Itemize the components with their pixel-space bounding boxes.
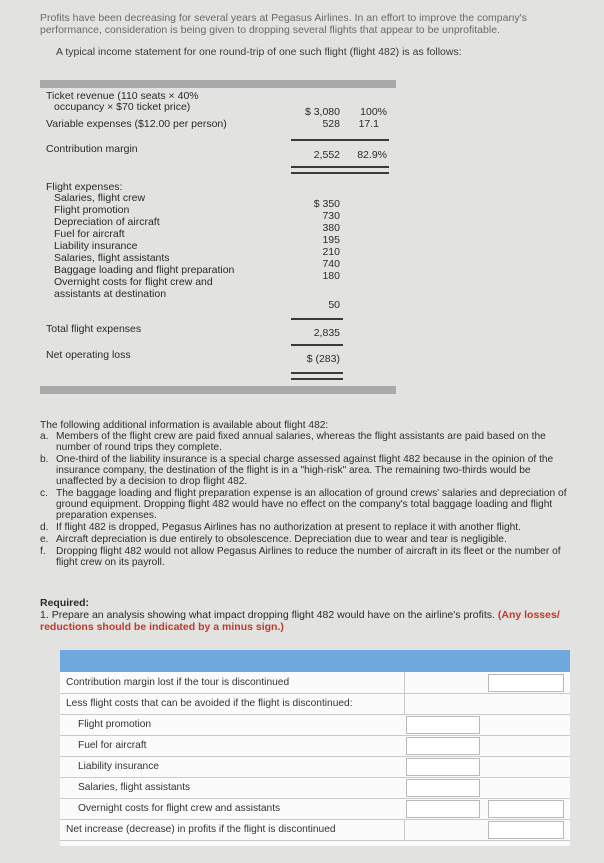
info-item: [40, 488, 580, 521]
info-item: [40, 546, 580, 568]
expense-amount: 180: [322, 270, 340, 282]
required-heading: Required:: [40, 597, 90, 609]
statement-rule: [291, 378, 343, 380]
required-item-text: Prepare an analysis showing what impact dropping flight 482 would have on the airline's profits.: [51, 609, 495, 621]
row-label: Overnight costs for flight crew and assistants: [78, 803, 281, 814]
expense-label: Fuel for aircraft: [54, 228, 125, 240]
answer-input[interactable]: [406, 716, 480, 734]
row-label: Fuel for aircraft: [78, 740, 147, 751]
info-item: [40, 522, 580, 533]
info-item: [40, 454, 580, 487]
answer-input[interactable]: [406, 737, 480, 755]
additional-info: [40, 420, 580, 569]
row-label: Contribution margin lost if the tour is discontinued: [66, 677, 290, 688]
statement-rule: [291, 372, 343, 374]
row-label: Net increase (decrease) in profits if the flight is discontinued: [66, 824, 336, 835]
info-item-text: Dropping flight 482 would not allow Pegasus Airlines to reduce the number of aircraft in its fleet or the number of flight crew on its payroll.: [56, 546, 561, 568]
net-operating-loss-label: Net operating loss: [46, 349, 131, 361]
table-row: [60, 756, 570, 778]
contribution-margin-label: Contribution margin: [46, 143, 138, 155]
total-flight-expenses-amount: 2,835: [313, 327, 340, 339]
table-row: [60, 798, 570, 820]
info-item-text: One-third of the liability insurance is a special charge assessed against flight 482 because in the opinion of the insurance company, the destination of the flight is in a "high-risk" area. The remaining two-thirds would be unaffected by a decision to drop flight 482.: [56, 454, 554, 487]
info-item-text: Members of the flight crew are paid fixed annual salaries, whereas the flight assistants are paid based on the number of round trips they complete.: [56, 431, 546, 453]
answer-input[interactable]: [488, 821, 564, 839]
statement-rule: [291, 318, 343, 320]
answer-input[interactable]: [488, 800, 564, 818]
expense-amount: 50: [328, 299, 340, 311]
expense-amount: 210: [322, 246, 340, 258]
expense-amount: $ 350: [313, 198, 340, 210]
table-row: [60, 777, 570, 799]
column-divider: [404, 672, 405, 693]
statement-rule: [291, 139, 389, 141]
row-label: Flight promotion: [78, 719, 152, 730]
info-item-marker: b.: [40, 454, 49, 465]
intro-paragraph: Profits have been decreasing for several years at Pegasus Airlines. In an effort to improve the company's performance, consideration is being given to dropping several flights that appear to be unprofitable.: [40, 12, 527, 36]
ticket-revenue-label-2: occupancy × $70 ticket price): [54, 101, 191, 113]
table-row: [60, 672, 570, 694]
row-label: Liability insurance: [78, 761, 159, 772]
expense-amount: 740: [322, 258, 340, 270]
statement-rule: [291, 166, 389, 168]
expense-amount: 730: [322, 210, 340, 222]
expense-label: Baggage loading and flight preparation: [54, 264, 235, 276]
info-item: [40, 534, 580, 545]
table-row: [60, 693, 570, 715]
contribution-margin-amount: 2,552: [313, 149, 340, 161]
row-label: Salaries, flight assistants: [78, 782, 191, 793]
answer-input[interactable]: [406, 758, 480, 776]
answer-input[interactable]: [406, 779, 480, 797]
answer-input[interactable]: [488, 674, 564, 692]
info-item-text: If flight 482 is dropped, Pegasus Airlines has no authorization at present to replace it with another flight.: [56, 522, 521, 533]
flight-expenses-label: Flight expenses:: [46, 181, 123, 193]
required-item: [40, 609, 580, 633]
total-flight-expenses-label: Total flight expenses: [46, 323, 142, 335]
required-item-marker: 1.: [40, 609, 49, 621]
answer-input[interactable]: [406, 800, 480, 818]
expense-label: Flight promotion: [54, 204, 130, 216]
net-operating-loss-amount: $ (283): [306, 353, 340, 365]
info-item-marker: d.: [40, 522, 49, 533]
expense-label: Liability insurance: [54, 240, 138, 252]
variable-expenses-label: Variable expenses ($12.00 per person): [46, 118, 227, 130]
row-label: Less flight costs that can be avoided if the flight is discontinued:: [66, 698, 353, 709]
variable-expenses-amount: 528: [322, 118, 340, 130]
ticket-revenue-amount: $ 3,080: [304, 106, 340, 118]
info-item-marker: f.: [40, 546, 46, 557]
info-item-marker: e.: [40, 534, 49, 545]
table-row: [60, 735, 570, 757]
column-divider: [404, 693, 405, 714]
additional-info-list: [40, 431, 580, 568]
table-row: [60, 819, 570, 841]
expense-label: Overnight costs for flight crew and: [54, 276, 213, 288]
statement-top-band: [40, 80, 396, 88]
variable-expenses-pct: 17.1: [358, 118, 379, 130]
contribution-margin-pct: 82.9%: [357, 149, 387, 161]
statement-intro: A typical income statement for one round-trip of one such flight (flight 482) is as follows:: [56, 46, 462, 58]
ticket-revenue-pct: 100%: [360, 106, 387, 118]
info-item: [40, 431, 580, 453]
expense-amount: 195: [322, 234, 340, 246]
info-item-marker: a.: [40, 431, 49, 442]
additional-info-heading: The following additional information is available about flight 482:: [40, 420, 329, 431]
column-divider: [404, 819, 405, 840]
ticket-revenue-label-1: Ticket revenue (110 seats × 40%: [46, 90, 199, 102]
required-item-note: (Any losses/ reductions should be indicated by a minus sign.): [40, 609, 560, 633]
info-item-text: The baggage loading and flight preparation expense is an allocation of ground crews' salaries and depreciation of ground equipment. Dropping flight 482 would have no effect on the company's total baggage loading and flight preparation expenses.: [56, 488, 567, 521]
table-row: [60, 714, 570, 736]
statement-rule: [291, 172, 389, 174]
expense-label: Salaries, flight assistants: [54, 252, 170, 264]
expense-label: assistants at destination: [54, 288, 167, 300]
info-item-marker: c.: [40, 488, 48, 499]
expense-label: Depreciation of aircraft: [54, 216, 160, 228]
answer-table-header: [60, 650, 570, 672]
statement-rule: [291, 344, 343, 346]
expense-amount: 380: [322, 222, 340, 234]
expense-label: Salaries, flight crew: [54, 192, 146, 204]
statement-bottom-band: [40, 386, 396, 394]
info-item-text: Aircraft depreciation is due entirely to obsolescence. Depreciation due to wear and tear is negligible.: [56, 534, 507, 545]
